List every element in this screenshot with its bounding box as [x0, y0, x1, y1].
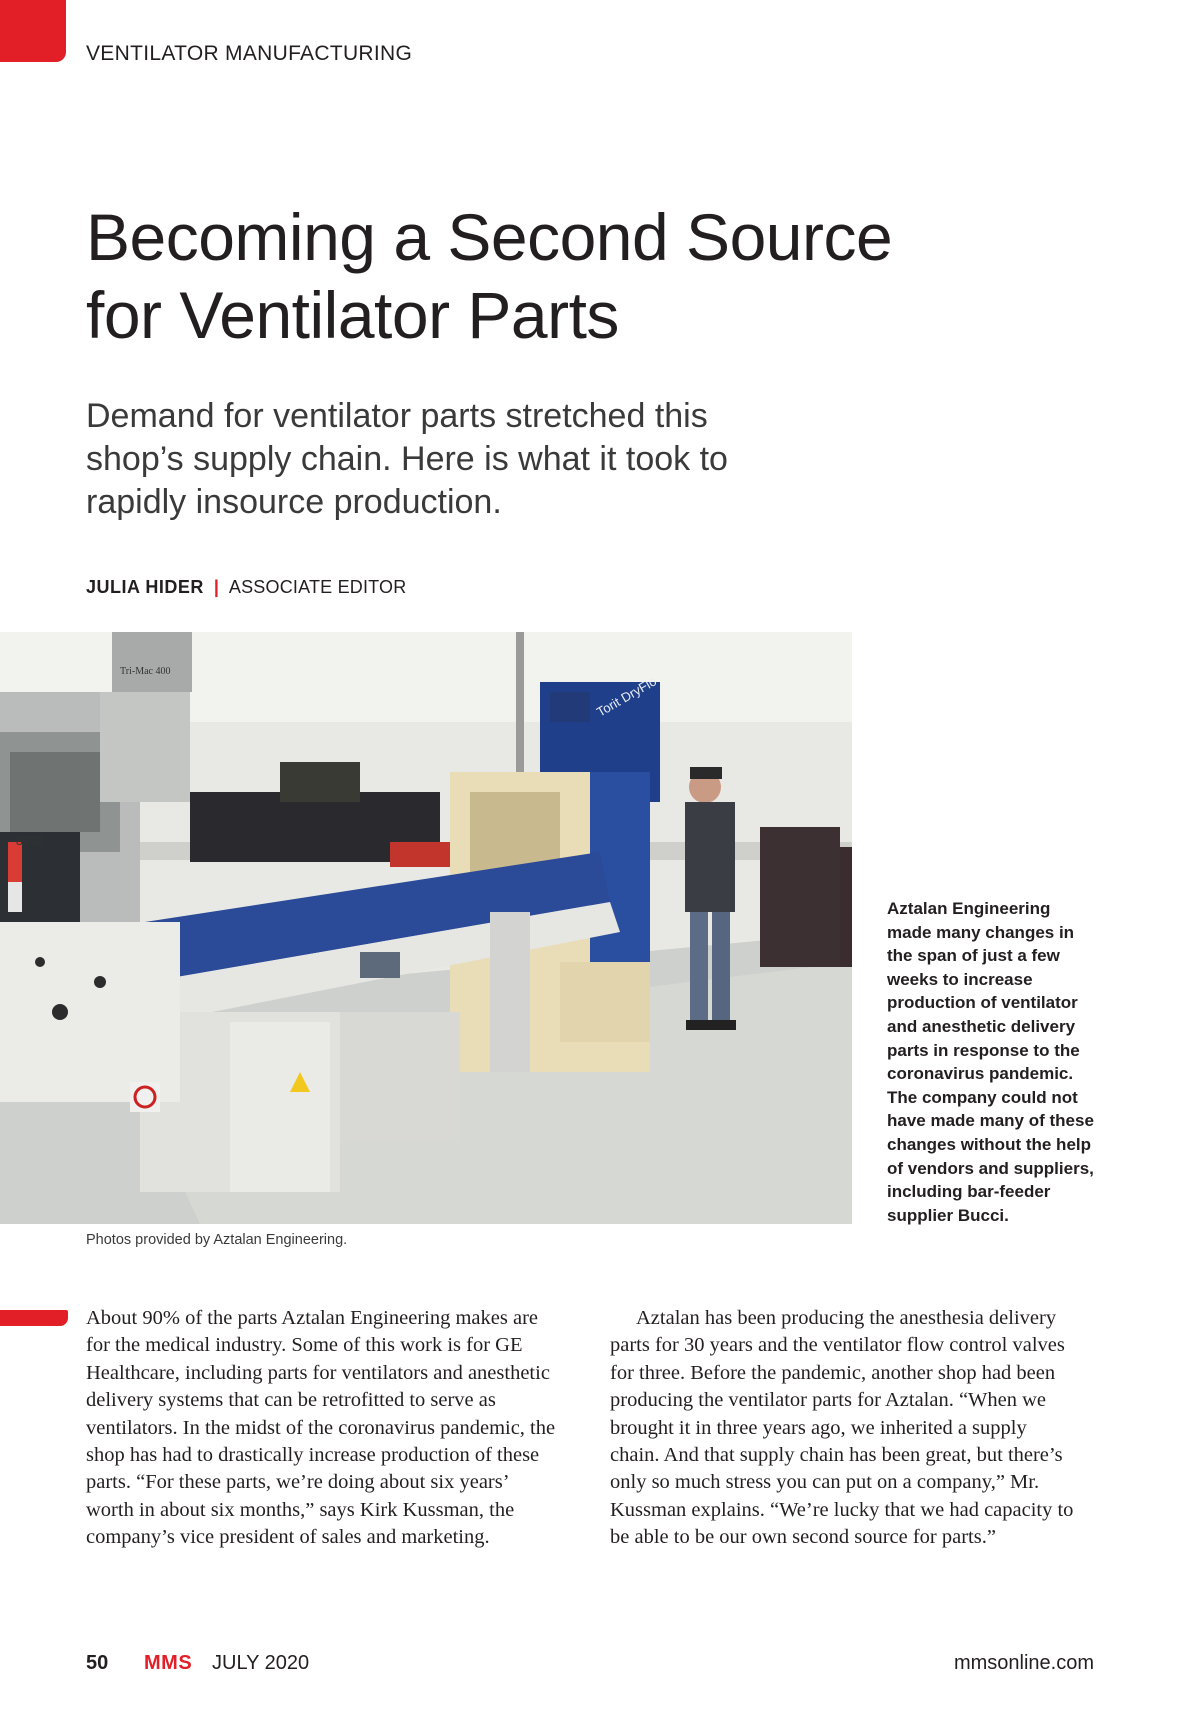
author-name: JULIA HIDER — [86, 577, 204, 597]
section-tab-marker — [0, 0, 66, 62]
body-column-left: About 90% of the parts Aztalan Engineering makes are for the medical industry. Some of this work is for GE Healthcare, including parts for ventilators and anesthetic delivery systems that can be retrofitted to serve as ventilators. In the midst of the coronavirus pandemic, the shop has had to drastically increase production of these parts. “For these parts, we’re doing about six years’ worth in about six months,” says Kirk Kussman, the company’s vice president of sales and marketing. — [86, 1307, 556, 1549]
page-number: 50 — [86, 1652, 109, 1674]
body-column-right: Aztalan has been producing the anesthesia delivery parts for 30 years and the ventilator flow control valves for three. Before the pandemic, another shop had been producing the ventilator parts for Aztalan. “When we brought it in three years ago, we inherited a supply chain. And that supply chain has been great, but there’s only so much stress you can put on a company,” Mr. Kussman explains. “We’re lucky that we had capacity to be able to be our own second source for parts.” — [610, 1307, 1074, 1549]
headline: Becoming a Second Source for Ventilator Parts — [86, 200, 893, 352]
machine-number: 8932 — [16, 834, 43, 848]
machine-label: Torit DryFlo — [594, 673, 660, 720]
byline — [86, 577, 406, 598]
body-start-marker — [0, 1310, 68, 1326]
shop-floor-photo — [0, 632, 852, 1224]
byline-separator: | — [213, 577, 219, 597]
author-role: ASSOCIATE EDITOR — [228, 577, 407, 597]
section-label: VENTILATOR MANUFACTURING — [86, 42, 413, 65]
magazine-name: MMS — [144, 1652, 193, 1674]
website-url: mmsonline.com — [953, 1652, 1094, 1674]
issue-date: JULY 2020 — [212, 1652, 310, 1674]
photo-credit: Photos provided by Aztalan Engineering. — [86, 1232, 348, 1248]
photo-caption: Aztalan Engineering made many changes in the span of just a few weeks to increase production of ventilator and anesthetic delivery parts in response to the coronavirus pandemic. The company could not have made many of these changes without the help of vendors and suppliers, including bar-feeder supplier Bucci. — [887, 899, 1094, 1225]
machine-tag: Tri-Mac 400 — [120, 666, 171, 677]
dek-subtitle: Demand for ventilator parts stretched this shop’s supply chain. Here is what it took to rapidly insource production. — [86, 397, 728, 521]
